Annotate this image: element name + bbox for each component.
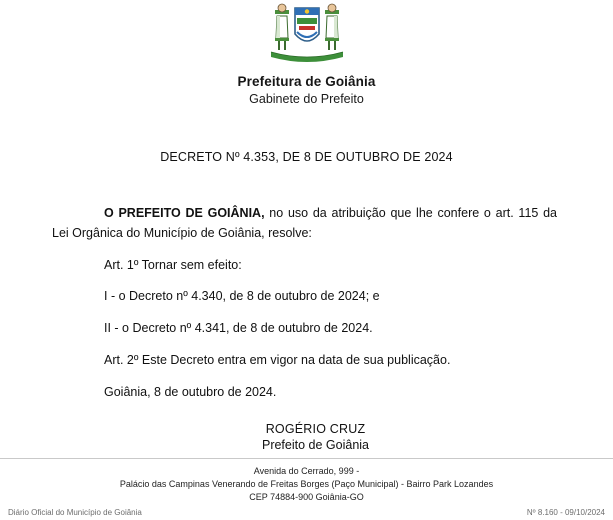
footer-bottom-right: Nº 8.160 - 09/10/2024 [526,508,605,517]
footer-divider [0,458,613,459]
footer [0,458,613,504]
organization-title: Prefeitura de Goiânia [237,74,376,89]
signature-block [52,422,557,452]
article-1-item-ii: II - o Decreto nº 4.341, de 8 de outubro de 2024. [104,321,373,335]
footer-bottom-bar [0,508,613,520]
signature-role: Prefeito de Goiânia [261,438,369,453]
document-body [0,204,613,452]
footer-address-line-3: CEP 74884-900 Goiânia-GO [249,491,364,502]
footer-address-line-2: Palácio das Campinas Venerando de Freitas Borges (Paço Municipal) - Bairro Park Lozandes [119,478,494,489]
signature-name: ROGÉRIO CRUZ [265,422,366,437]
coat-of-arms-icon [253,2,361,64]
decree-title: DECRETO Nº 4.353, DE 8 DE OUTUBRO DE 2024 [160,150,453,164]
opening-strong: O PREFEITO DE GOIÂNIA, [104,206,265,220]
department-subtitle: Gabinete do Prefeito [249,92,364,106]
opening-paragraph [52,204,557,244]
article-1-item-i: I - o Decreto nº 4.340, de 8 de outubro de 2024; e [104,289,380,304]
footer-address-line-1: Avenida do Cerrado, 999 - [253,465,360,476]
crest-container [0,0,613,64]
footer-bottom-left: Diário Oficial do Município de Goiânia [8,508,142,517]
article-2: Art. 2º Este Decreto entra em vigor na data de sua publicação. [104,352,451,367]
opening-text: no uso da atribuição que lhe confere o art. 115 da Lei Orgânica do Município de Goiânia, resolve: [52,206,558,240]
article-1: Art. 1º Tornar sem efeito: [104,257,242,272]
place-and-date: Goiânia, 8 de outubro de 2024. [104,384,277,399]
